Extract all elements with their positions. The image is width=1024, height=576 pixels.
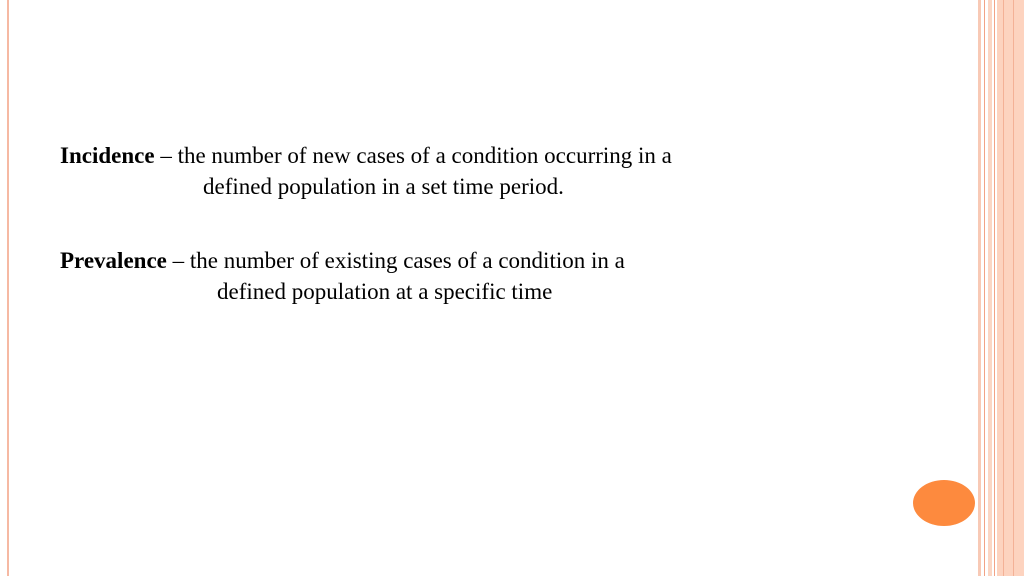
right-border-stripe (984, 0, 985, 576)
left-border-line (7, 0, 9, 576)
term-prevalence: Prevalence (60, 248, 167, 273)
right-border-stripe (997, 0, 1024, 576)
definition-text: – the number of existing cases of a condition in a (166, 248, 625, 273)
definition-incidence (60, 140, 672, 202)
definition-line (60, 140, 672, 171)
definition-continuation: defined population in a set time period. (203, 174, 564, 199)
right-border-stripe (988, 0, 992, 576)
right-border-stripe (978, 0, 981, 576)
definition-text: – the number of new cases of a condition occurring in a (154, 143, 672, 168)
definition-continuation: defined population at a specific time (217, 279, 553, 304)
definition-prevalence (60, 245, 625, 307)
term-incidence: Incidence (60, 143, 155, 168)
right-border-stripe (1003, 0, 1004, 576)
definition-line (60, 245, 625, 276)
orange-circle-decoration (913, 480, 975, 526)
right-border-stripe (1013, 0, 1014, 576)
right-border-stripe (994, 0, 995, 576)
